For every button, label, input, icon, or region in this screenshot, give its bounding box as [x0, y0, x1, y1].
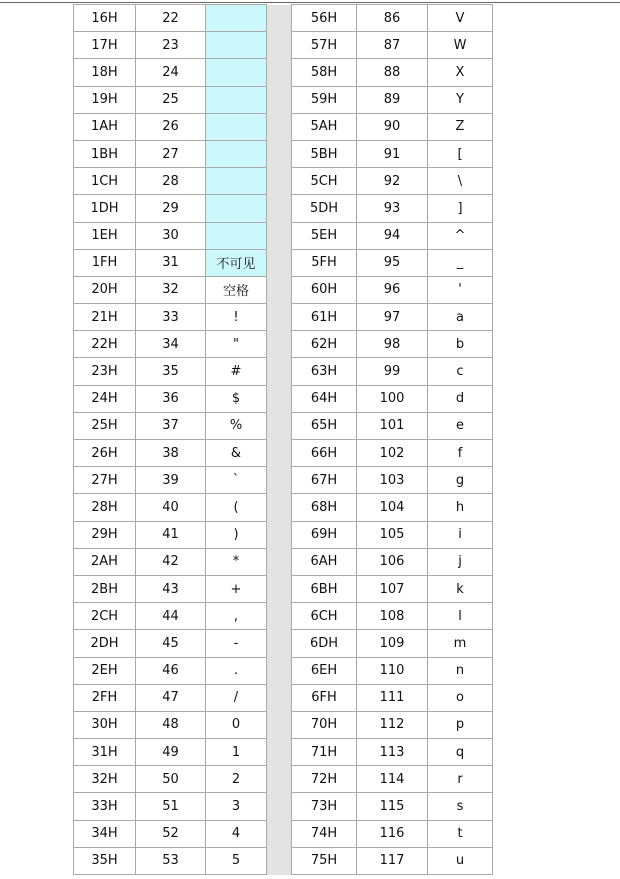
decimal-cell-right: 102	[357, 440, 428, 467]
hex-cell: 35H	[74, 847, 136, 874]
decimal-cell-right: 111	[357, 684, 428, 711]
decimal-cell: 32	[136, 276, 206, 303]
hex-cell: 1BH	[74, 140, 136, 167]
hex-cell-right: 67H	[292, 467, 357, 494]
char-cell: 1	[206, 739, 267, 766]
decimal-cell: 27	[136, 140, 206, 167]
char-cell: (	[206, 494, 267, 521]
char-cell: /	[206, 684, 267, 711]
char-cell: 4	[206, 820, 267, 847]
decimal-cell: 40	[136, 494, 206, 521]
column-separator	[267, 711, 292, 738]
char-cell-right: W	[428, 32, 493, 59]
decimal-cell: 31	[136, 249, 206, 276]
hex-cell: 33H	[74, 793, 136, 820]
decimal-cell: 29	[136, 195, 206, 222]
char-cell-right: X	[428, 59, 493, 86]
decimal-cell-right: 92	[357, 168, 428, 195]
hex-cell: 28H	[74, 494, 136, 521]
hex-cell-right: 6FH	[292, 684, 357, 711]
hex-cell-right: 65H	[292, 412, 357, 439]
hex-cell-right: 5AH	[292, 113, 357, 140]
decimal-cell-right: 99	[357, 358, 428, 385]
char-cell-right: e	[428, 412, 493, 439]
column-separator	[267, 140, 292, 167]
char-cell-right: p	[428, 711, 493, 738]
table-row	[74, 5, 493, 32]
hex-cell-right: 57H	[292, 32, 357, 59]
hex-cell: 2AH	[74, 548, 136, 575]
decimal-cell-right: 112	[357, 711, 428, 738]
column-separator	[267, 575, 292, 602]
hex-cell: 2DH	[74, 630, 136, 657]
decimal-cell: 50	[136, 766, 206, 793]
hex-cell-right: 6CH	[292, 603, 357, 630]
char-cell: #	[206, 358, 267, 385]
char-cell-right: o	[428, 684, 493, 711]
hex-cell-right: 62H	[292, 331, 357, 358]
char-cell-right: \	[428, 168, 493, 195]
decimal-cell: 28	[136, 168, 206, 195]
decimal-cell: 52	[136, 820, 206, 847]
column-separator	[267, 467, 292, 494]
decimal-cell: 53	[136, 847, 206, 874]
hex-cell: 2CH	[74, 603, 136, 630]
hex-cell-right: 63H	[292, 358, 357, 385]
column-separator	[267, 276, 292, 303]
decimal-cell-right: 87	[357, 32, 428, 59]
decimal-cell-right: 108	[357, 603, 428, 630]
column-separator	[267, 847, 292, 874]
char-cell: .	[206, 657, 267, 684]
char-cell	[206, 140, 267, 167]
decimal-cell-right: 115	[357, 793, 428, 820]
char-cell: 空格	[206, 276, 267, 303]
decimal-cell-right: 114	[357, 766, 428, 793]
decimal-cell: 34	[136, 331, 206, 358]
decimal-cell: 44	[136, 603, 206, 630]
decimal-cell-right: 96	[357, 276, 428, 303]
decimal-cell: 36	[136, 385, 206, 412]
table-row	[74, 331, 493, 358]
decimal-cell-right: 107	[357, 575, 428, 602]
hex-cell: 27H	[74, 467, 136, 494]
decimal-cell-right: 90	[357, 113, 428, 140]
column-separator	[267, 440, 292, 467]
column-separator	[267, 59, 292, 86]
decimal-cell: 37	[136, 412, 206, 439]
table-row	[74, 195, 493, 222]
hex-cell-right: 69H	[292, 521, 357, 548]
decimal-cell: 33	[136, 304, 206, 331]
char-cell-right: t	[428, 820, 493, 847]
hex-cell: 34H	[74, 820, 136, 847]
char-cell-right: b	[428, 331, 493, 358]
char-cell-right: h	[428, 494, 493, 521]
hex-cell-right: 59H	[292, 86, 357, 113]
table-row	[74, 766, 493, 793]
column-separator	[267, 304, 292, 331]
table-row	[74, 304, 493, 331]
decimal-cell-right: 97	[357, 304, 428, 331]
table-row	[74, 575, 493, 602]
decimal-cell: 25	[136, 86, 206, 113]
hex-cell: 2EH	[74, 657, 136, 684]
decimal-cell-right: 101	[357, 412, 428, 439]
char-cell-right: ]	[428, 195, 493, 222]
char-cell: `	[206, 467, 267, 494]
column-separator	[267, 249, 292, 276]
hex-cell: 22H	[74, 331, 136, 358]
table-row	[74, 358, 493, 385]
char-cell-right: '	[428, 276, 493, 303]
char-cell-right: r	[428, 766, 493, 793]
column-separator	[267, 521, 292, 548]
hex-cell: 25H	[74, 412, 136, 439]
decimal-cell-right: 100	[357, 385, 428, 412]
char-cell: -	[206, 630, 267, 657]
hex-cell-right: 72H	[292, 766, 357, 793]
char-cell: 3	[206, 793, 267, 820]
table-row	[74, 32, 493, 59]
char-cell	[206, 32, 267, 59]
char-cell: "	[206, 331, 267, 358]
hex-cell: 1FH	[74, 249, 136, 276]
char-cell-right: s	[428, 793, 493, 820]
decimal-cell: 42	[136, 548, 206, 575]
hex-cell-right: 71H	[292, 739, 357, 766]
table-row	[74, 113, 493, 140]
column-separator	[267, 793, 292, 820]
column-separator	[267, 385, 292, 412]
char-cell-right: j	[428, 548, 493, 575]
char-cell-right: u	[428, 847, 493, 874]
char-cell: %	[206, 412, 267, 439]
decimal-cell: 38	[136, 440, 206, 467]
column-separator	[267, 603, 292, 630]
hex-cell: 18H	[74, 59, 136, 86]
table-row	[74, 140, 493, 167]
table-row	[74, 739, 493, 766]
decimal-cell-right: 104	[357, 494, 428, 521]
table-row	[74, 59, 493, 86]
char-cell-right: q	[428, 739, 493, 766]
decimal-cell-right: 106	[357, 548, 428, 575]
table-row	[74, 222, 493, 249]
decimal-cell: 48	[136, 711, 206, 738]
column-separator	[267, 331, 292, 358]
column-separator	[267, 222, 292, 249]
char-cell: 0	[206, 711, 267, 738]
table-row	[74, 467, 493, 494]
table-row	[74, 847, 493, 874]
table-row	[74, 657, 493, 684]
hex-cell-right: 6EH	[292, 657, 357, 684]
decimal-cell-right: 113	[357, 739, 428, 766]
decimal-cell-right: 109	[357, 630, 428, 657]
hex-cell-right: 5DH	[292, 195, 357, 222]
hex-cell: 32H	[74, 766, 136, 793]
decimal-cell-right: 117	[357, 847, 428, 874]
char-cell-right: [	[428, 140, 493, 167]
char-cell: $	[206, 385, 267, 412]
column-separator	[267, 630, 292, 657]
table-row	[74, 86, 493, 113]
table-row	[74, 385, 493, 412]
top-rule	[0, 2, 620, 3]
table-row	[74, 793, 493, 820]
char-cell: ,	[206, 603, 267, 630]
ascii-table	[73, 4, 493, 875]
hex-cell-right: 70H	[292, 711, 357, 738]
decimal-cell: 30	[136, 222, 206, 249]
decimal-cell-right: 110	[357, 657, 428, 684]
hex-cell-right: 64H	[292, 385, 357, 412]
hex-cell: 31H	[74, 739, 136, 766]
hex-cell-right: 61H	[292, 304, 357, 331]
hex-cell: 24H	[74, 385, 136, 412]
hex-cell-right: 56H	[292, 5, 357, 32]
table-row	[74, 820, 493, 847]
column-separator	[267, 657, 292, 684]
hex-cell: 19H	[74, 86, 136, 113]
decimal-cell-right: 103	[357, 467, 428, 494]
char-cell-right: f	[428, 440, 493, 467]
char-cell: )	[206, 521, 267, 548]
decimal-cell: 51	[136, 793, 206, 820]
char-cell-right: a	[428, 304, 493, 331]
hex-cell-right: 58H	[292, 59, 357, 86]
hex-cell: 29H	[74, 521, 136, 548]
table-row	[74, 548, 493, 575]
column-separator	[267, 32, 292, 59]
table-row	[74, 630, 493, 657]
hex-cell: 1AH	[74, 113, 136, 140]
decimal-cell-right: 95	[357, 249, 428, 276]
hex-cell-right: 6BH	[292, 575, 357, 602]
column-separator	[267, 168, 292, 195]
hex-cell-right: 68H	[292, 494, 357, 521]
char-cell-right: c	[428, 358, 493, 385]
table-row	[74, 168, 493, 195]
decimal-cell-right: 88	[357, 59, 428, 86]
char-cell-right: Z	[428, 113, 493, 140]
decimal-cell-right: 91	[357, 140, 428, 167]
char-cell-right: l	[428, 603, 493, 630]
decimal-cell-right: 89	[357, 86, 428, 113]
char-cell: 不可见	[206, 249, 267, 276]
char-cell-right: ^	[428, 222, 493, 249]
char-cell-right: d	[428, 385, 493, 412]
hex-cell: 21H	[74, 304, 136, 331]
column-separator	[267, 412, 292, 439]
hex-cell-right: 73H	[292, 793, 357, 820]
hex-cell-right: 6AH	[292, 548, 357, 575]
decimal-cell-right: 86	[357, 5, 428, 32]
column-separator	[267, 739, 292, 766]
column-separator	[267, 684, 292, 711]
char-cell: *	[206, 548, 267, 575]
decimal-cell: 41	[136, 521, 206, 548]
char-cell	[206, 59, 267, 86]
column-separator	[267, 820, 292, 847]
char-cell-right: i	[428, 521, 493, 548]
decimal-cell: 39	[136, 467, 206, 494]
decimal-cell: 43	[136, 575, 206, 602]
table-row	[74, 711, 493, 738]
decimal-cell: 45	[136, 630, 206, 657]
hex-cell-right: 5BH	[292, 140, 357, 167]
column-separator	[267, 358, 292, 385]
char-cell: 5	[206, 847, 267, 874]
hex-cell: 30H	[74, 711, 136, 738]
column-separator	[267, 5, 292, 32]
decimal-cell: 49	[136, 739, 206, 766]
hex-cell: 26H	[74, 440, 136, 467]
hex-cell: 1EH	[74, 222, 136, 249]
char-cell	[206, 113, 267, 140]
hex-cell-right: 74H	[292, 820, 357, 847]
table-row	[74, 603, 493, 630]
hex-cell: 2BH	[74, 575, 136, 602]
hex-cell-right: 5CH	[292, 168, 357, 195]
table-row	[74, 440, 493, 467]
char-cell	[206, 222, 267, 249]
hex-cell-right: 6DH	[292, 630, 357, 657]
char-cell: 2	[206, 766, 267, 793]
column-separator	[267, 195, 292, 222]
column-separator	[267, 548, 292, 575]
hex-cell: 1CH	[74, 168, 136, 195]
char-cell-right: V	[428, 5, 493, 32]
decimal-cell-right: 105	[357, 521, 428, 548]
char-cell: &	[206, 440, 267, 467]
hex-cell-right: 60H	[292, 276, 357, 303]
ascii-table-body	[74, 5, 493, 875]
decimal-cell: 22	[136, 5, 206, 32]
column-separator	[267, 766, 292, 793]
char-cell-right: k	[428, 575, 493, 602]
decimal-cell: 26	[136, 113, 206, 140]
decimal-cell-right: 116	[357, 820, 428, 847]
hex-cell-right: 75H	[292, 847, 357, 874]
table-row	[74, 249, 493, 276]
table-row	[74, 684, 493, 711]
hex-cell-right: 5EH	[292, 222, 357, 249]
decimal-cell: 47	[136, 684, 206, 711]
table-row	[74, 521, 493, 548]
decimal-cell: 23	[136, 32, 206, 59]
hex-cell: 1DH	[74, 195, 136, 222]
table-row	[74, 276, 493, 303]
char-cell-right: Y	[428, 86, 493, 113]
decimal-cell: 46	[136, 657, 206, 684]
char-cell	[206, 168, 267, 195]
hex-cell-right: 5FH	[292, 249, 357, 276]
decimal-cell-right: 93	[357, 195, 428, 222]
hex-cell: 17H	[74, 32, 136, 59]
decimal-cell: 24	[136, 59, 206, 86]
decimal-cell-right: 94	[357, 222, 428, 249]
table-row	[74, 494, 493, 521]
char-cell-right: g	[428, 467, 493, 494]
char-cell-right: _	[428, 249, 493, 276]
column-separator	[267, 113, 292, 140]
char-cell-right: n	[428, 657, 493, 684]
table-row	[74, 412, 493, 439]
char-cell	[206, 86, 267, 113]
char-cell: +	[206, 575, 267, 602]
decimal-cell-right: 98	[357, 331, 428, 358]
hex-cell: 20H	[74, 276, 136, 303]
hex-cell: 16H	[74, 5, 136, 32]
char-cell	[206, 5, 267, 32]
char-cell: !	[206, 304, 267, 331]
hex-cell: 2FH	[74, 684, 136, 711]
decimal-cell: 35	[136, 358, 206, 385]
column-separator	[267, 86, 292, 113]
column-separator	[267, 494, 292, 521]
char-cell-right: m	[428, 630, 493, 657]
char-cell	[206, 195, 267, 222]
hex-cell-right: 66H	[292, 440, 357, 467]
hex-cell: 23H	[74, 358, 136, 385]
